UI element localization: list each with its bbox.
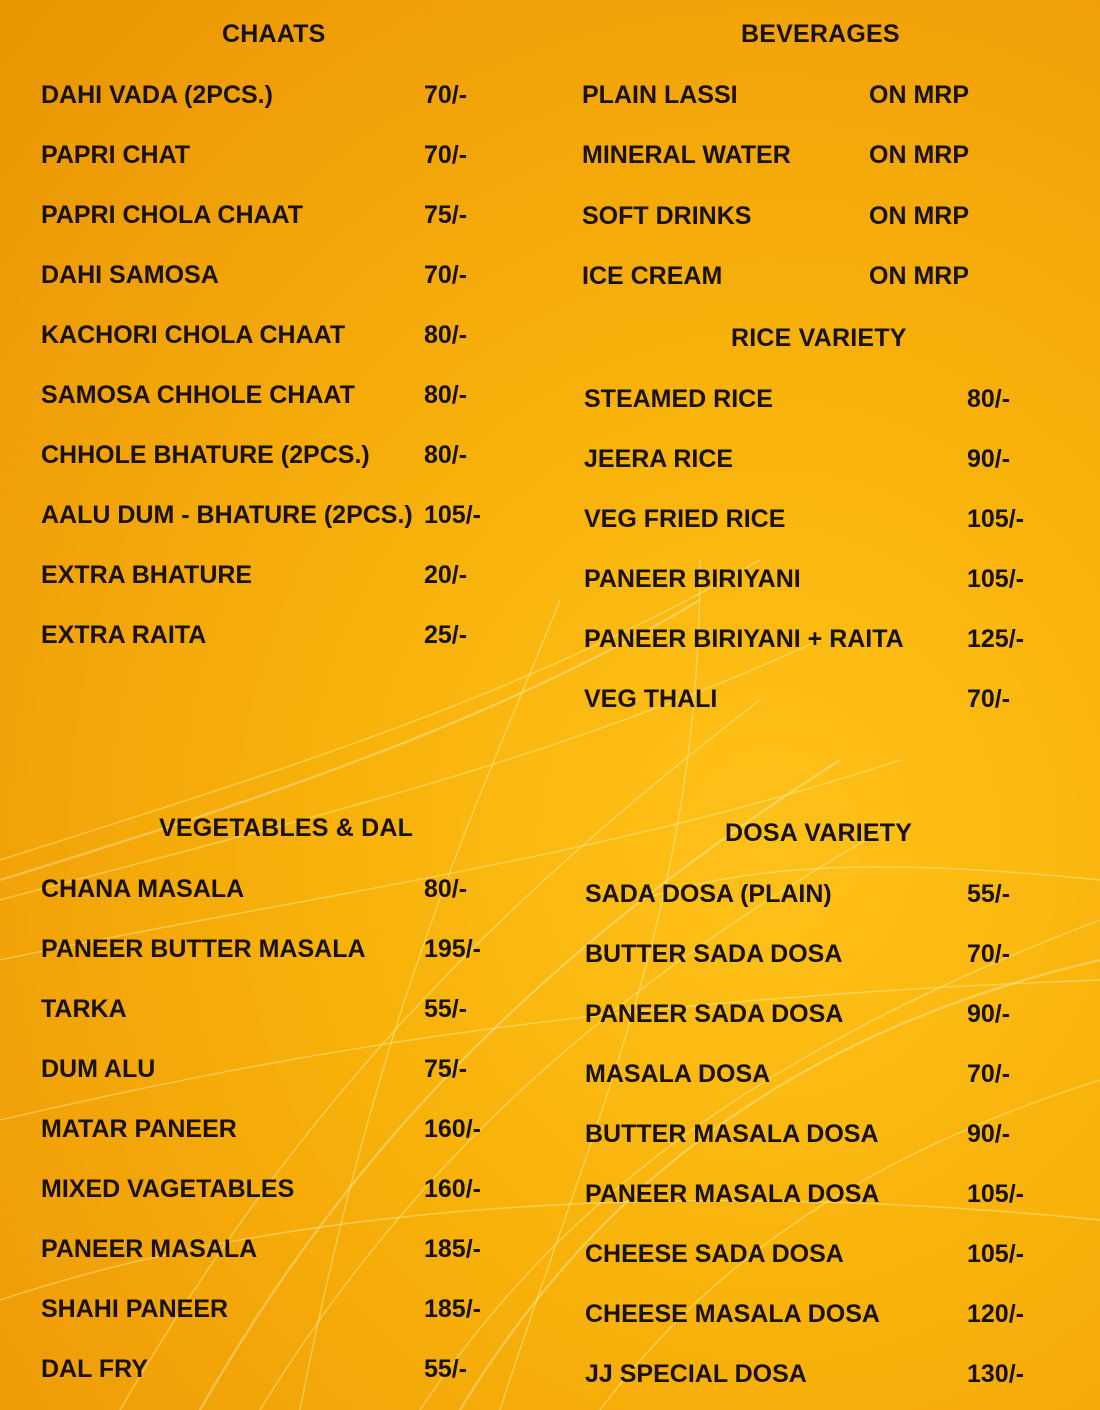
menu-item-name: PANEER BUTTER MASALA: [41, 935, 366, 963]
menu-item-name: MATAR PANEER: [41, 1115, 237, 1143]
menu-item-price: 105/-: [967, 1240, 1024, 1268]
menu-item-name: DAHI SAMOSA: [41, 261, 219, 289]
menu-item-name: DAL FRY: [41, 1355, 148, 1383]
menu-item-price: 55/-: [424, 1355, 468, 1383]
menu-item-name: STEAMED RICE: [584, 385, 773, 413]
menu-item-price: ON MRP: [869, 141, 969, 170]
menu-item-name: ICE CREAM: [582, 261, 723, 290]
menu-item-name: EXTRA RAITA: [41, 621, 207, 649]
menu-item-name: KACHORI CHOLA CHAAT: [41, 321, 346, 349]
menu-item-price: 70/-: [424, 81, 468, 109]
menu-item-price: 90/-: [967, 445, 1011, 473]
menu-item-price: 90/-: [967, 1120, 1011, 1148]
menu-item-price: ON MRP: [869, 201, 969, 230]
menu-item-name: SAMOSA CHHOLE CHAAT: [41, 381, 355, 409]
menu-item-price: 105/-: [967, 505, 1024, 533]
menu-item-name: CHEESE MASALA DOSA: [585, 1300, 880, 1328]
menu-item-name: PANEER MASALA DOSA: [585, 1180, 880, 1208]
menu-item-price: 80/-: [424, 321, 468, 349]
menu-item-name: BUTTER MASALA DOSA: [585, 1120, 879, 1148]
menu-item-name: DUM ALU: [41, 1055, 156, 1083]
menu-item-price: 195/-: [424, 935, 481, 963]
menu-item-price: 185/-: [424, 1295, 481, 1323]
menu-item-price: 80/-: [424, 875, 468, 903]
menu-item-name: JJ SPECIAL DOSA: [585, 1360, 807, 1388]
menu-item-price: 160/-: [424, 1115, 481, 1143]
menu-item-price: 75/-: [424, 1055, 468, 1083]
menu-item-name: SADA DOSA (PLAIN): [585, 880, 832, 908]
menu-item-price: 185/-: [424, 1235, 481, 1263]
menu-item-name: PLAIN LASSI: [582, 81, 738, 109]
menu-item-price: 160/-: [424, 1175, 481, 1203]
menu-item-price: 80/-: [424, 381, 468, 409]
menu-item-name: MASALA DOSA: [585, 1060, 771, 1088]
section-title-vegetables-dal: VEGETABLES & DAL: [159, 814, 414, 842]
menu-item-price: 70/-: [967, 1060, 1011, 1088]
menu-item-name: CHHOLE BHATURE (2PCS.): [41, 441, 370, 469]
menu-item-price: 70/-: [424, 261, 468, 289]
menu-item-name: PANEER MASALA: [41, 1235, 258, 1263]
menu-item-price: 125/-: [967, 625, 1024, 653]
section-title-dosa-variety: DOSA VARIETY: [725, 819, 913, 847]
menu-item-name: PAPRI CHOLA CHAAT: [41, 201, 304, 229]
menu-item-price: 70/-: [967, 685, 1011, 713]
menu-item-price: ON MRP: [869, 81, 969, 109]
menu-item-name: MIXED VAGETABLES: [41, 1175, 295, 1203]
menu-item-name: MINERAL WATER: [582, 141, 791, 170]
menu-item-price: 55/-: [424, 995, 468, 1023]
menu-item-name: EXTRA BHATURE: [41, 561, 253, 589]
menu-item-name: PAPRI CHAT: [41, 141, 191, 169]
menu-item-price: 55/-: [967, 880, 1011, 908]
menu-item-name: VEG FRIED RICE: [584, 505, 786, 533]
menu-item-name: JEERA RICE: [584, 445, 734, 473]
menu-item-name: SOFT DRINKS: [582, 201, 752, 230]
menu-item-name: VEG THALI: [584, 685, 718, 713]
menu-item-name: PANEER BIRIYANI + RAITA: [584, 625, 904, 653]
menu-item-name: PANEER SADA DOSA: [585, 1000, 844, 1028]
menu-item-price: 130/-: [967, 1360, 1024, 1388]
section-title-beverages: BEVERAGES: [741, 20, 900, 48]
menu-item-name: SHAHI PANEER: [41, 1295, 229, 1323]
menu-item-price: 75/-: [424, 201, 468, 229]
menu-item-name: BUTTER SADA DOSA: [585, 940, 843, 968]
menu-item-price: 105/-: [967, 1180, 1024, 1208]
menu-item-price: 20/-: [424, 561, 468, 589]
menu-item-name: PANEER BIRIYANI: [584, 565, 801, 593]
menu-item-price: 105/-: [424, 501, 481, 529]
menu-item-price: 105/-: [967, 565, 1024, 593]
menu-item-price: 70/-: [424, 141, 468, 169]
section-title-rice-variety: RICE VARIETY: [731, 324, 907, 352]
menu-item-price: 25/-: [424, 621, 468, 649]
menu-item-price: 90/-: [967, 1000, 1011, 1028]
menu-item-price: 80/-: [424, 441, 468, 469]
menu-item-name: DAHI VADA (2PCS.): [41, 81, 273, 109]
menu-item-price: 80/-: [967, 385, 1011, 413]
menu-item-name: TARKA: [41, 995, 127, 1023]
menu-item-price: ON MRP: [869, 261, 969, 290]
menu-item-price: 120/-: [967, 1300, 1024, 1328]
menu-item-name: CHEESE SADA DOSA: [585, 1240, 844, 1268]
menu-item-name: CHANA MASALA: [41, 875, 245, 903]
menu-item-price: 70/-: [967, 940, 1011, 968]
section-title-chaats: CHAATS: [222, 20, 326, 48]
menu-item-name: AALU DUM - BHATURE (2PCS.): [41, 501, 413, 529]
